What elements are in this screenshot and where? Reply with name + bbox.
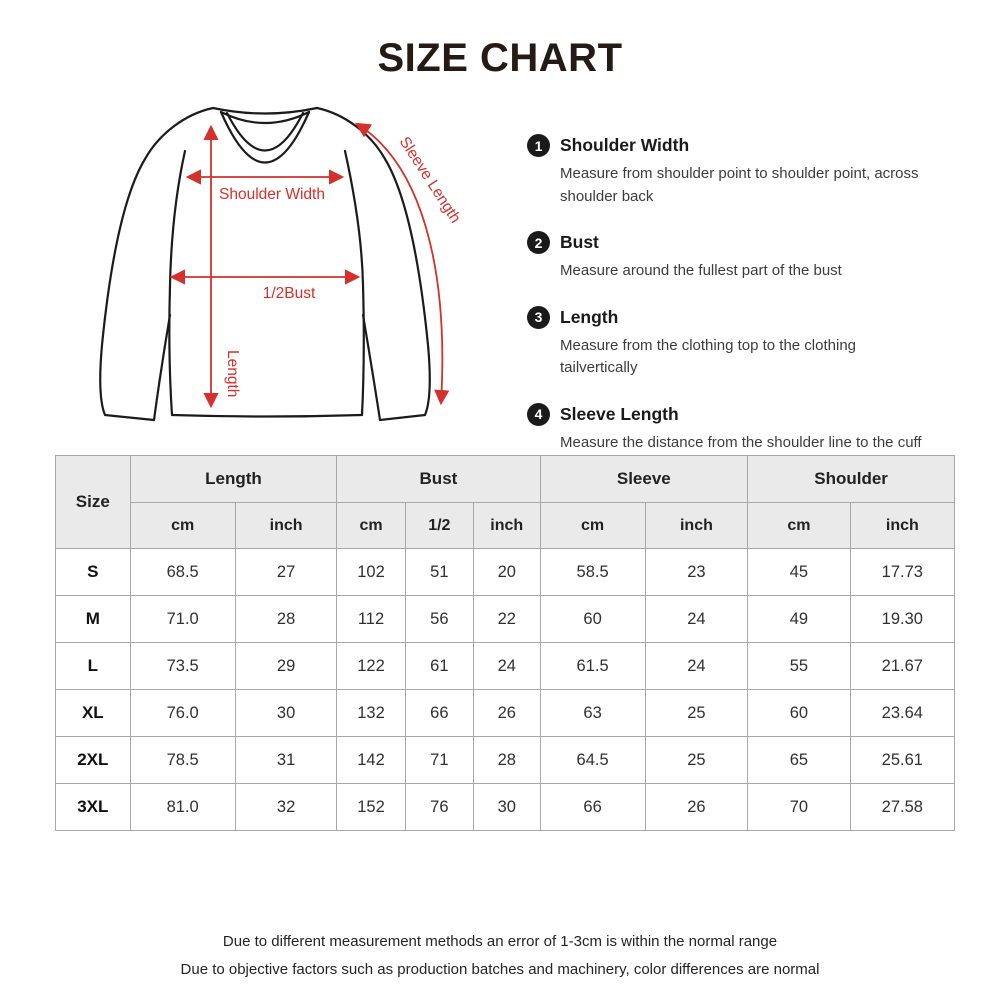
size-row-l (56, 643, 955, 690)
instruction-description: Measure from shoulder point to shoulder point, across shoulder back (560, 165, 919, 205)
measurement-value: 23.64 (850, 690, 954, 737)
measurement-value: 70 (748, 784, 850, 831)
footer-note-2: Due to objective factors such as production batches and machinery, color differences are normal (180, 960, 820, 978)
measurement-value: 102 (337, 549, 405, 596)
column-group-size: Size (56, 456, 131, 549)
measurement-value: 142 (337, 737, 405, 784)
sleeve-length-label: Sleeve Length (395, 133, 464, 227)
measurement-value: 25 (645, 737, 747, 784)
measurement-value: 27.58 (850, 784, 954, 831)
measurement-value: 152 (337, 784, 405, 831)
size-table (55, 455, 955, 831)
instruction-item-3 (527, 306, 967, 380)
measurement-value: 30 (235, 690, 337, 737)
measurement-value: 78.5 (130, 737, 235, 784)
step-number-badge: 4 (527, 403, 550, 426)
column-group-length: Length (130, 456, 337, 503)
instruction-title: Sleeve Length (560, 403, 679, 424)
measurement-value: 45 (748, 549, 850, 596)
instruction-item-4 (527, 403, 967, 455)
measurement-value: 68.5 (130, 549, 235, 596)
measurement-instructions (527, 134, 967, 477)
size-label: M (56, 596, 131, 643)
column-group-bust: Bust (337, 456, 540, 503)
measurement-value: 71.0 (130, 596, 235, 643)
measurement-value: 64.5 (540, 737, 645, 784)
measurement-value: 132 (337, 690, 405, 737)
measurement-value: 28 (473, 737, 540, 784)
instruction-item-2 (527, 231, 967, 283)
measurement-value: 19.30 (850, 596, 954, 643)
step-number-badge: 2 (527, 231, 550, 254)
table-header-units (56, 503, 955, 549)
measurement-value: 66 (540, 784, 645, 831)
measurement-value: 32 (235, 784, 337, 831)
column-unit-header: inch (850, 503, 954, 549)
measurement-value: 49 (748, 596, 850, 643)
column-group-sleeve: Sleeve (540, 456, 748, 503)
measurement-value: 61 (405, 643, 473, 690)
sweater-outline (100, 108, 429, 420)
measurement-value: 65 (748, 737, 850, 784)
measurement-value: 31 (235, 737, 337, 784)
measurement-value: 60 (540, 596, 645, 643)
measurement-value: 24 (645, 596, 747, 643)
measurement-value: 25.61 (850, 737, 954, 784)
measurement-value: 30 (473, 784, 540, 831)
size-label: S (56, 549, 131, 596)
instruction-item-1 (527, 134, 967, 208)
measurement-value: 81.0 (130, 784, 235, 831)
size-row-m (56, 596, 955, 643)
measurement-arrows (172, 124, 442, 406)
step-number-badge: 1 (527, 134, 550, 157)
length-label: Length (224, 350, 241, 398)
footer-notes (0, 928, 1000, 983)
column-group-shoulder: Shoulder (748, 456, 955, 503)
measurement-value: 25 (645, 690, 747, 737)
footer-note-1: Due to different measurement methods an error of 1-3cm is within the normal range (222, 933, 778, 950)
measurement-value: 76 (405, 784, 473, 831)
measurement-value: 29 (235, 643, 337, 690)
column-unit-header: inch (235, 503, 337, 549)
measurement-value: 24 (645, 643, 747, 690)
instruction-description: Measure from the clothing top to the clothing tailvertically (560, 336, 857, 376)
measurement-value: 63 (540, 690, 645, 737)
measurement-value: 51 (405, 549, 473, 596)
size-label: 2XL (56, 737, 131, 784)
column-unit-header: inch (473, 503, 540, 549)
column-unit-header: cm (337, 503, 405, 549)
column-unit-header: inch (645, 503, 747, 549)
measurement-value: 21.67 (850, 643, 954, 690)
size-label: 3XL (56, 784, 131, 831)
measurement-value: 122 (337, 643, 405, 690)
size-row-3xl (56, 784, 955, 831)
measurement-value: 26 (473, 690, 540, 737)
measurement-value: 56 (405, 596, 473, 643)
measurement-value: 61.5 (540, 643, 645, 690)
measurement-value: 23 (645, 549, 747, 596)
measurement-value: 55 (748, 643, 850, 690)
measurement-value: 24 (473, 643, 540, 690)
measurement-value: 71 (405, 737, 473, 784)
half-bust-label: 1/2Bust (262, 285, 316, 302)
instruction-title: Length (560, 306, 619, 327)
measurement-value: 58.5 (540, 549, 645, 596)
measurement-value: 27 (235, 549, 337, 596)
size-row-s (56, 549, 955, 596)
measurement-value: 22 (473, 596, 540, 643)
column-unit-header: cm (748, 503, 850, 549)
instruction-title: Shoulder Width (560, 135, 690, 155)
shoulder-width-label: Shoulder Width (219, 186, 325, 203)
size-row-xl (56, 690, 955, 737)
measurement-value: 17.73 (850, 549, 954, 596)
size-label: L (56, 643, 131, 690)
instruction-description: Measure the distance from the shoulder line to the cuff (560, 433, 922, 451)
column-unit-header: 1/2 (405, 503, 473, 549)
instruction-description: Measure around the fullest part of the bust (560, 262, 842, 279)
step-number-badge: 3 (527, 306, 550, 329)
measurement-value: 60 (748, 690, 850, 737)
page-title: SIZE CHART (377, 36, 623, 80)
column-unit-header: cm (130, 503, 235, 549)
measurement-value: 112 (337, 596, 405, 643)
table-header-groups (56, 456, 955, 503)
size-table-body (56, 549, 955, 831)
instruction-title: Bust (560, 232, 599, 252)
size-row-2xl (56, 737, 955, 784)
measurement-value: 66 (405, 690, 473, 737)
column-unit-header: cm (540, 503, 645, 549)
size-label: XL (56, 690, 131, 737)
measurement-value: 76.0 (130, 690, 235, 737)
measurement-value: 20 (473, 549, 540, 596)
measurement-value: 26 (645, 784, 747, 831)
measurement-value: 73.5 (130, 643, 235, 690)
measurement-value: 28 (235, 596, 337, 643)
